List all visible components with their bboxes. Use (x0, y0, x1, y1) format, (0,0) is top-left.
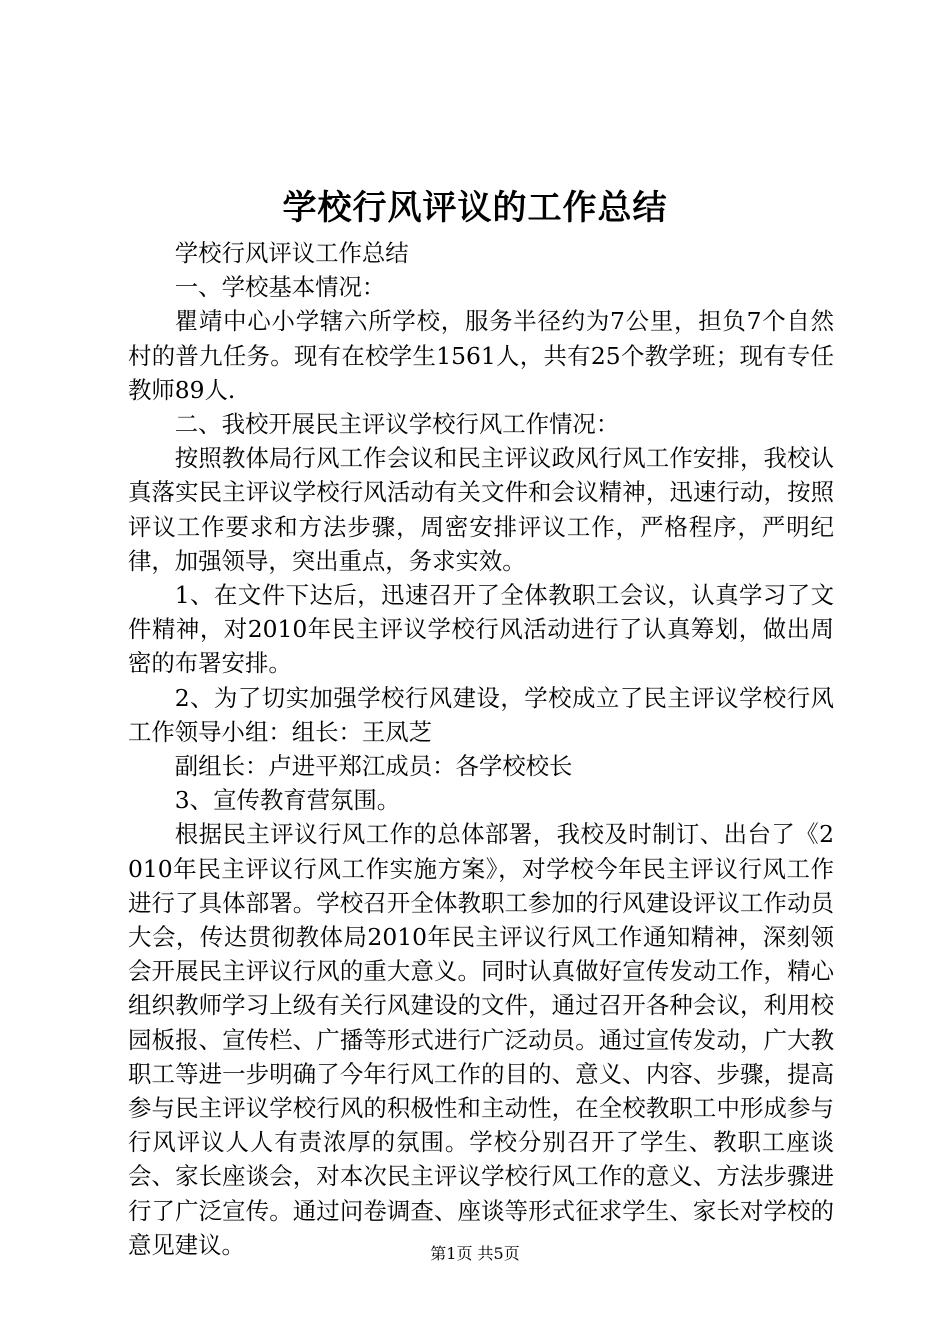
paragraph-publicity: 根据民主评议行风工作的总体部署，我校及时制订、出台了《2010年民主评议行风工作实施方案》，对学校今年民主评议行风工作进行了具体部署。学校召开全体教职工参加的行风建设评议工作动员大会，传达贯彻教体局2010年民主评议行风工作通知精神，深刻领会开展民主评议行风的重大意义。同时认真做好宣传发动工作，精心组织教师学习上级有关行风建设的文件，通过召开各种会议，利用校园板报、宣传栏、广播等形式进行广泛动员。通过宣传发动，广大教职工等进一步明确了今年行风工作的目的、意义、内容、步骤，提高参与民主评议学校行风的积极性和主动性，在全校教职工中形成参与行风评议人人有责浓厚的氛围。学校分别召开了学生、教职工座谈会、家长座谈会，对本次民主评议学校行风工作的意义、方法步骤进行了广泛宣传。通过问卷调查、座谈等形式征求学生、家长对学校的意见建议。 (128, 820, 834, 1259)
page-number-footer: 第1页 共5页 (430, 1244, 520, 1263)
document-body (128, 236, 834, 1262)
paragraph-section-2-heading: 二、我校开展民主评议学校行风工作情况： (174, 410, 620, 439)
document-title: 学校行风评议的工作总结 (282, 188, 668, 228)
paragraph-item-1: 1、在文件下达后，迅速召开了全体教职工会议，认真学习了文件精神，对2010年民主评议学校行风活动进行了认真筹划，做出周密的布署安排。 (128, 581, 834, 678)
paragraph-school-overview: 瞿靖中心小学辖六所学校，服务半径约为7公里，担负7个自然村的普九任务。现有在校学生1561人，共有25个教学班；现有专任教师89人. (128, 307, 834, 404)
paragraph-item-3: 3、宣传教育营氛围。 (174, 786, 401, 815)
paragraph-subtitle: 学校行风评议工作总结 (174, 239, 409, 267)
paragraph-work-arrangement: 按照教体局行风工作会议和民主评议政风行风工作安排，我校认真落实民主评议学校行风活动有关文件和会议精神，迅速行动，按照评议工作要求和方法步骤，周密安排评议工作，严格程序，严明纪律，加强领导，突出重点，务求实效。 (128, 444, 834, 575)
paragraph-deputy-leaders: 副组长：卢进平郑江成员：各学校校长 (174, 752, 573, 781)
paragraph-item-2: 2、为了切实加强学校行风建设，学校成立了民主评议学校行风工作领导小组：组长：王凤芝 (128, 683, 834, 746)
paragraph-section-1-heading: 一、学校基本情况： (174, 273, 386, 302)
